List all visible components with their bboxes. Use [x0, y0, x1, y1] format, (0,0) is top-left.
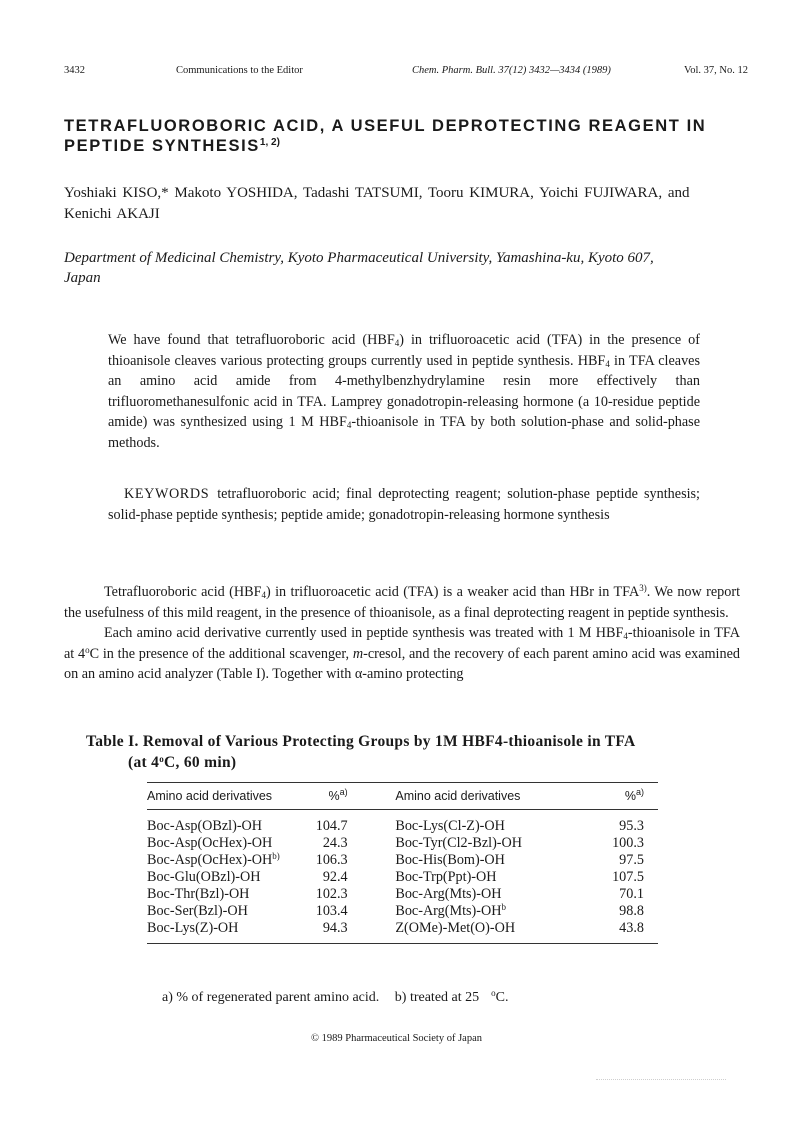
left-percent-cell	[291, 835, 348, 852]
caption-line-2	[86, 752, 726, 773]
affiliation-line-1: Department of Medicinal Chemistry, Kyoto Pharmaceutical University, Yamashina-ku, Kyoto 607,	[64, 250, 654, 266]
percent-value: 103.4	[315, 903, 348, 919]
left-derivative-cell	[147, 903, 291, 920]
left-percent-cell	[291, 920, 348, 944]
derivative-name: Boc-Asp(OcHex)-OH	[147, 852, 273, 868]
percent-symbol: %	[624, 789, 636, 803]
derivative-name: Boc-Asp(OcHex)-OH	[147, 835, 273, 851]
title-line-1: TETRAFLUOROBORIC ACID, A USEFUL DEPROTECTING REAGENT IN	[64, 117, 707, 135]
table-body	[147, 810, 658, 944]
table-note-b	[395, 990, 521, 1005]
keywords	[108, 484, 700, 525]
derivative-name: Boc-Trp(Ppt)-OH	[395, 869, 497, 885]
author-affiliation	[64, 248, 740, 288]
left-derivative-cell	[147, 920, 291, 944]
article-title	[64, 116, 740, 156]
left-percent-cell	[291, 903, 348, 920]
footnote-marker: b	[501, 902, 506, 912]
table-row	[147, 852, 658, 869]
column-header-percent-2	[580, 783, 658, 810]
abstract-text-2: ) in trifluoroacetic acid (TFA) in the presence of thioanisole cleaves various protecting groups currently used in peptide synthesis. HBF	[108, 332, 701, 369]
authors-line-1: Yoshiaki KISO,* Makoto YOSHIDA, Tadashi TATSUMI, Tooru KIMURA, Yoichi FUJIWARA, and	[64, 185, 690, 201]
running-header	[64, 65, 748, 81]
degree-mark: o	[85, 644, 90, 655]
left-derivative-cell	[147, 835, 291, 852]
gap-cell	[348, 869, 396, 886]
left-derivative-cell	[147, 852, 291, 869]
right-percent-cell	[580, 852, 658, 869]
derivative-name: Boc-Arg(Mts)-OH	[395, 886, 502, 902]
percent-value: 104.7	[315, 818, 348, 834]
derivative-name: Boc-Lys(Cl-Z)-OH	[395, 818, 505, 834]
body-text-run: C in the presence of the additional scavenger,	[89, 645, 353, 662]
body-text-run: . We now report the usefulness of this mild reagent, in the presence of thioanisole, as a final deprotecting reagent in peptide synthesis.	[64, 584, 741, 621]
left-percent-cell	[291, 886, 348, 903]
table-footnotes	[162, 990, 722, 1006]
subscript: 4	[605, 358, 610, 369]
table-header-row	[147, 783, 658, 810]
subscript: 4	[623, 631, 628, 641]
affiliation-line-2: Japan	[64, 270, 101, 286]
subscript: 4	[261, 590, 266, 600]
page-number: 3432	[64, 65, 85, 76]
right-derivative-cell	[395, 852, 579, 869]
right-derivative-cell	[395, 869, 579, 886]
degree-mark: o	[491, 988, 496, 998]
derivative-name: Boc-His(Bom)-OH	[395, 852, 505, 868]
percent-value: 100.3	[612, 835, 644, 851]
right-percent-cell	[580, 810, 658, 836]
abstract-text-4: -thioanisole in TFA by both solution-phase and solid-phase methods.	[108, 414, 700, 451]
left-derivative-cell	[147, 810, 291, 836]
right-percent-cell	[580, 903, 658, 920]
percent-value: 97.5	[619, 852, 644, 868]
copyright-footer: © 1989 Pharmaceutical Society of Japan	[311, 1033, 482, 1044]
gap-cell	[348, 810, 396, 836]
right-derivative-cell	[395, 886, 579, 903]
abstract-text-1: We have found that tetrafluoroboric acid (HBF	[108, 332, 395, 348]
column-header-percent	[291, 783, 348, 810]
right-derivative-cell	[395, 920, 579, 944]
body-text-run: -cresol, and the recovery of each parent amino acid was examined on an amino acid analyzer (Table I). Together with α-amino protecting	[64, 645, 740, 682]
scan-artifact-line	[596, 1079, 726, 1080]
derivative-name: Boc-Glu(OBzl)-OH	[147, 869, 261, 885]
right-derivative-cell	[395, 835, 579, 852]
body-text-run: ) in trifluoroacetic acid (TFA) is a weaker acid than HBr in TFA	[265, 584, 640, 600]
percent-symbol: %	[328, 789, 340, 803]
degree-mark: o	[159, 754, 165, 764]
gap-cell	[348, 886, 396, 903]
table-row	[147, 920, 658, 944]
right-derivative-cell	[395, 903, 579, 920]
right-percent-cell	[580, 886, 658, 903]
left-percent-cell	[291, 869, 348, 886]
note-text-run: C.	[495, 990, 509, 1005]
note-text-run: b) treated at 25	[394, 990, 480, 1005]
left-derivative-cell	[147, 869, 291, 886]
gap-cell	[348, 835, 396, 852]
column-header-derivatives-2: Amino acid derivatives	[395, 783, 579, 810]
footnote-marker: b)	[272, 851, 280, 861]
authors-line-2: Kenichi AKAJI	[64, 206, 160, 222]
gap-cell	[348, 903, 396, 920]
keywords-label: KEYWORDS	[124, 486, 210, 502]
percent-value: 92.4	[322, 869, 348, 885]
table-note-a: a) % of regenerated parent amino acid.	[162, 990, 380, 1005]
percent-value: 106.3	[315, 852, 348, 868]
body-text-run: Each amino acid derivative currently used in peptide synthesis was treated with 1 M HBF	[104, 625, 624, 641]
reference-marker: 3)	[639, 583, 647, 593]
keywords-text: tetrafluoroboric acid; final deprotecting reagent; solution-phase peptide synthesis; solid-phase peptide synthesis; peptide amide; gonadotropin-releasing hormone synthesis	[108, 486, 700, 523]
derivative-name: Boc-Arg(Mts)-OH	[395, 903, 502, 919]
percent-value: 102.3	[315, 886, 348, 902]
percent-value: 98.8	[619, 903, 644, 919]
derivative-name: Boc-Lys(Z)-OH	[147, 920, 239, 936]
right-percent-cell	[580, 920, 658, 944]
right-percent-cell	[580, 835, 658, 852]
column-gap	[348, 783, 396, 810]
right-derivative-cell	[395, 810, 579, 836]
abstract-text-3: in TFA cleaves an amino acid amide from 4-methylbenzhydrylamine resin more effectively than trifluoromethanesulfonic acid in TFA. Lamprey gonadotropin-releasing hormone (a 10-residue peptide amide) was synthesized using 1 M HBF	[108, 352, 700, 430]
derivative-name: Z(OMe)-Met(O)-OH	[395, 920, 516, 936]
derivative-name: Boc-Asp(OBzl)-OH	[147, 818, 263, 834]
body-text-run: -thioanisole in TFA at 4	[64, 625, 741, 662]
abstract	[108, 330, 700, 453]
percent-value: 95.3	[619, 818, 644, 834]
body-paragraph-2	[64, 623, 740, 685]
table-row	[147, 903, 658, 920]
subscript: 4	[394, 338, 400, 348]
section-label: Communications to the Editor	[176, 65, 303, 76]
derivative-name: Boc-Tyr(Cl2-Bzl)-OH	[395, 835, 523, 851]
caption-text-run: C, 60 min)	[164, 754, 237, 771]
percent-value: 70.1	[619, 886, 644, 902]
caption-text-run: (at 4	[128, 754, 160, 771]
percent-value: 24.3	[322, 835, 348, 851]
left-percent-cell	[291, 810, 348, 836]
subscript: 4	[346, 420, 352, 430]
author-list	[64, 183, 740, 225]
table-caption	[86, 731, 726, 773]
body-text-run: Tetrafluoroboric acid (HBF	[104, 584, 262, 600]
percent-value: 94.3	[322, 920, 348, 936]
left-derivative-cell	[147, 886, 291, 903]
derivative-name: Boc-Thr(Bzl)-OH	[147, 886, 250, 902]
derivative-name: Boc-Ser(Bzl)-OH	[147, 903, 248, 919]
caption-line-1: Table I. Removal of Various Protecting Groups by 1M HBF4-thioanisole in TFA	[86, 733, 636, 750]
body-paragraph-1	[64, 582, 740, 623]
table-row	[147, 835, 658, 852]
title-line-2: PEPTIDE SYNTHESIS	[64, 137, 260, 155]
gap-cell	[348, 852, 396, 869]
title-footnote-refs: 1, 2)	[259, 137, 280, 148]
body-text	[64, 582, 740, 685]
right-percent-cell	[580, 869, 658, 886]
table-row	[147, 810, 658, 836]
footnote-marker: a)	[635, 787, 644, 797]
volume-label: Vol. 37, No. 12	[684, 65, 748, 76]
percent-value: 107.5	[612, 869, 644, 885]
left-percent-cell	[291, 852, 348, 869]
journal-citation: Chem. Pharm. Bull. 37(12) 3432—3434 (1989)	[412, 65, 611, 76]
protecting-groups-table	[147, 782, 658, 944]
column-header-derivatives: Amino acid derivatives	[147, 783, 291, 810]
percent-value: 43.8	[619, 920, 644, 936]
table-row	[147, 886, 658, 903]
footnote-marker: a)	[339, 787, 348, 797]
italic-text: m	[352, 645, 364, 662]
table-row	[147, 869, 658, 886]
gap-cell	[348, 920, 396, 944]
